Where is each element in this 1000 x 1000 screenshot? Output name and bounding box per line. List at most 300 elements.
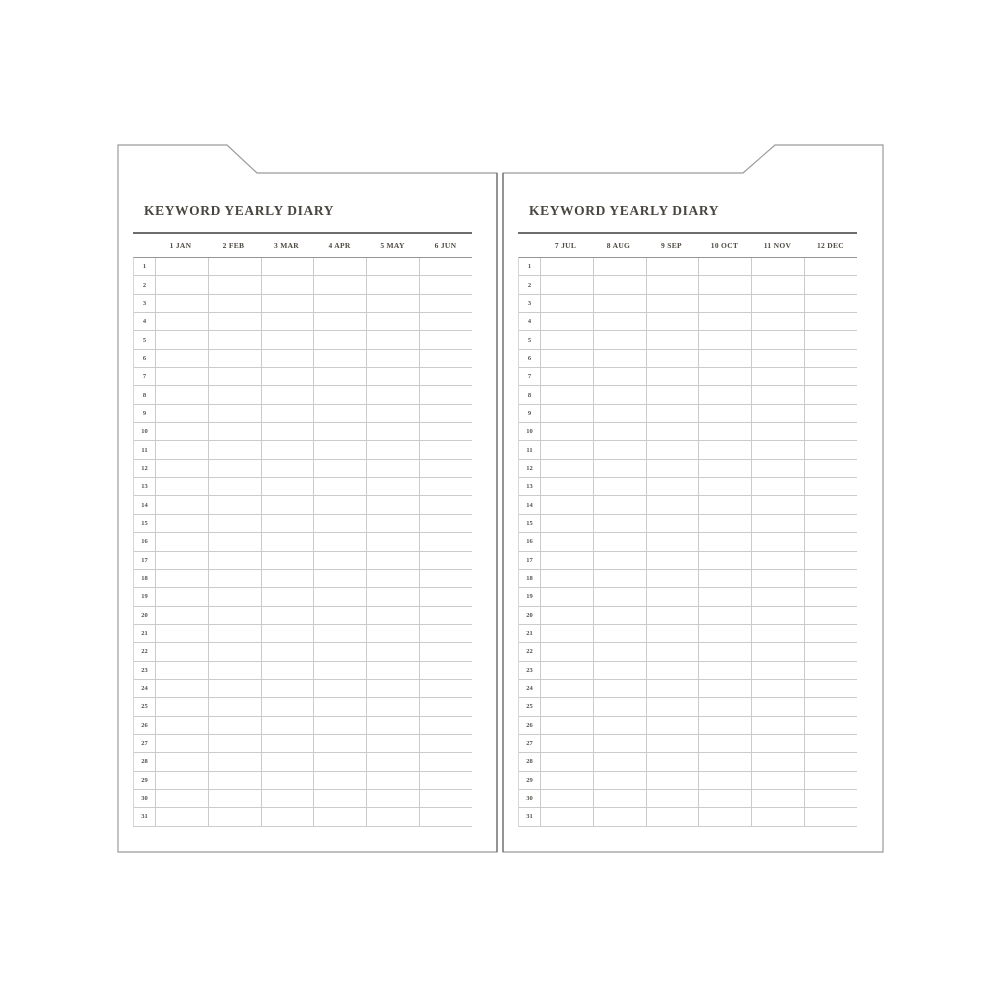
month-header: 9 SEP [661, 241, 682, 250]
day-number: 18 [519, 570, 540, 588]
diary-cell [261, 441, 314, 459]
day-number: 8 [134, 386, 155, 404]
diary-cell [261, 735, 314, 753]
diary-cell [646, 643, 699, 661]
diary-cell [646, 808, 699, 826]
diary-cell [751, 350, 804, 368]
day-number: 26 [519, 717, 540, 735]
diary-cell [419, 423, 472, 441]
diary-cell [155, 350, 208, 368]
day-number: 13 [519, 478, 540, 496]
diary-cell [261, 496, 314, 514]
diary-cell [366, 386, 419, 404]
diary-cell [804, 588, 857, 606]
diary-cell [313, 680, 366, 698]
diary-cell [208, 478, 261, 496]
diary-cell [313, 460, 366, 478]
diary-cell [540, 698, 593, 716]
diary-cell [593, 478, 646, 496]
month-header: 3 MAR [273, 241, 300, 250]
diary-cell [593, 368, 646, 386]
diary-cell [593, 735, 646, 753]
diary-cell [366, 625, 419, 643]
diary-cell [419, 331, 472, 349]
diary-cell [751, 662, 804, 680]
diary-cell [261, 386, 314, 404]
diary-cell [698, 386, 751, 404]
diary-cell [593, 643, 646, 661]
diary-cell [419, 496, 472, 514]
diary-cell [366, 588, 419, 606]
day-number: 31 [134, 808, 155, 826]
diary-cell [698, 533, 751, 551]
diary-cell [208, 368, 261, 386]
diary-cell [593, 460, 646, 478]
day-number: 22 [519, 643, 540, 661]
diary-cell [419, 313, 472, 331]
diary-cell [155, 368, 208, 386]
diary-cell [804, 368, 857, 386]
diary-cell [313, 570, 366, 588]
diary-cell [698, 350, 751, 368]
diary-cell [593, 552, 646, 570]
diary-cell [261, 533, 314, 551]
diary-cell [646, 588, 699, 606]
day-number: 28 [134, 753, 155, 771]
diary-cell [751, 313, 804, 331]
diary-cell [540, 350, 593, 368]
day-number: 20 [519, 607, 540, 625]
diary-cell [419, 405, 472, 423]
diary-cell [313, 662, 366, 680]
diary-cell [155, 478, 208, 496]
diary-cell [155, 496, 208, 514]
diary-cell [261, 790, 314, 808]
diary-cell [593, 331, 646, 349]
month-header: 8 AUG [606, 241, 631, 250]
day-number: 17 [134, 552, 155, 570]
diary-cell [313, 478, 366, 496]
diary-cell [698, 753, 751, 771]
diary-cell [313, 368, 366, 386]
diary-cell [751, 386, 804, 404]
diary-cell [155, 386, 208, 404]
day-number: 15 [134, 515, 155, 533]
diary-cell [366, 790, 419, 808]
diary-cell [261, 753, 314, 771]
diary-cell [698, 478, 751, 496]
diary-cell [593, 698, 646, 716]
day-number: 25 [519, 698, 540, 716]
diary-cell [540, 460, 593, 478]
day-number: 23 [134, 662, 155, 680]
diary-cell [751, 698, 804, 716]
diary-cell [540, 295, 593, 313]
diary-cell [261, 717, 314, 735]
diary-cell [313, 607, 366, 625]
diary-cell [646, 478, 699, 496]
diary-cell [313, 643, 366, 661]
day-number: 6 [519, 350, 540, 368]
day-number: 4 [134, 313, 155, 331]
diary-cell [646, 515, 699, 533]
diary-cell [751, 423, 804, 441]
diary-cell [646, 735, 699, 753]
diary-cell [646, 460, 699, 478]
diary-cell [646, 258, 699, 276]
diary-cell [751, 496, 804, 514]
diary-cell [540, 735, 593, 753]
month-header: 1 JAN [169, 241, 192, 250]
diary-cell [751, 607, 804, 625]
diary-cell [313, 515, 366, 533]
right-year-grid [518, 257, 857, 827]
diary-cell [261, 515, 314, 533]
day-number: 23 [519, 662, 540, 680]
diary-cell [208, 515, 261, 533]
month-header: 5 MAY [380, 241, 405, 250]
diary-cell [155, 643, 208, 661]
diary-cell [804, 625, 857, 643]
diary-cell [419, 276, 472, 294]
diary-cell [540, 533, 593, 551]
diary-cell [366, 607, 419, 625]
day-number: 16 [134, 533, 155, 551]
diary-cell [155, 717, 208, 735]
diary-cell [208, 662, 261, 680]
diary-cell [208, 790, 261, 808]
diary-cell [804, 717, 857, 735]
diary-cell [155, 808, 208, 826]
month-header: 12 DEC [816, 241, 844, 250]
diary-cell [804, 790, 857, 808]
diary-cell [419, 808, 472, 826]
diary-cell [419, 533, 472, 551]
diary-cell [208, 386, 261, 404]
day-number: 5 [519, 331, 540, 349]
diary-cell [646, 295, 699, 313]
diary-cell [698, 276, 751, 294]
diary-cell [313, 295, 366, 313]
day-number: 20 [134, 607, 155, 625]
diary-cell [540, 625, 593, 643]
diary-cell [751, 331, 804, 349]
diary-cell [261, 570, 314, 588]
diary-cell [366, 460, 419, 478]
diary-cell [698, 607, 751, 625]
diary-cell [419, 295, 472, 313]
diary-cell [751, 533, 804, 551]
diary-cell [208, 643, 261, 661]
day-number: 2 [134, 276, 155, 294]
diary-cell [313, 753, 366, 771]
diary-cell [804, 808, 857, 826]
diary-cell [261, 368, 314, 386]
diary-cell [698, 662, 751, 680]
diary-cell [593, 386, 646, 404]
diary-cell [698, 258, 751, 276]
diary-cell [751, 588, 804, 606]
diary-cell [646, 680, 699, 698]
diary-cell [646, 698, 699, 716]
diary-cell [208, 717, 261, 735]
diary-cell [646, 662, 699, 680]
diary-cell [155, 515, 208, 533]
diary-cell [804, 772, 857, 790]
diary-cell [366, 478, 419, 496]
diary-cell [366, 331, 419, 349]
diary-cell [751, 570, 804, 588]
diary-cell [751, 753, 804, 771]
diary-cell [593, 753, 646, 771]
diary-cell [593, 570, 646, 588]
diary-cell [155, 423, 208, 441]
day-number: 3 [134, 295, 155, 313]
diary-cell [366, 368, 419, 386]
diary-cell [208, 680, 261, 698]
diary-cell [208, 460, 261, 478]
left-year-grid [133, 257, 472, 827]
day-number: 27 [134, 735, 155, 753]
day-number: 9 [134, 405, 155, 423]
diary-cell [261, 350, 314, 368]
diary-cell [208, 625, 261, 643]
diary-cell [419, 588, 472, 606]
day-number: 1 [134, 258, 155, 276]
left-page-title: KEYWORD YEARLY DIARY [144, 203, 335, 218]
diary-cell [593, 680, 646, 698]
day-number: 28 [519, 753, 540, 771]
diary-cell [751, 680, 804, 698]
diary-cell [593, 295, 646, 313]
diary-cell [155, 533, 208, 551]
diary-cell [698, 790, 751, 808]
diary-cell [804, 570, 857, 588]
diary-cell [366, 570, 419, 588]
diary-cell [540, 496, 593, 514]
diary-cell [646, 496, 699, 514]
diary-cell [208, 295, 261, 313]
diary-cell [313, 405, 366, 423]
diary-cell [155, 662, 208, 680]
diary-cell [540, 552, 593, 570]
left-month-header-row [133, 234, 472, 257]
diary-cell [313, 313, 366, 331]
diary-cell [751, 368, 804, 386]
diary-cell [804, 533, 857, 551]
diary-cell [698, 496, 751, 514]
day-number: 5 [134, 331, 155, 349]
diary-cell [155, 698, 208, 716]
diary-cell [419, 662, 472, 680]
diary-cell [751, 258, 804, 276]
diary-cell [155, 441, 208, 459]
diary-cell [419, 552, 472, 570]
diary-cell [698, 460, 751, 478]
diary-cell [366, 313, 419, 331]
diary-cell [698, 588, 751, 606]
diary-cell [208, 331, 261, 349]
diary-cell [155, 552, 208, 570]
diary-cell [155, 570, 208, 588]
day-number: 13 [134, 478, 155, 496]
diary-cell [419, 625, 472, 643]
day-number: 25 [134, 698, 155, 716]
diary-cell [155, 588, 208, 606]
day-number: 2 [519, 276, 540, 294]
day-number: 24 [134, 680, 155, 698]
diary-cell [540, 808, 593, 826]
day-number: 3 [519, 295, 540, 313]
diary-cell [804, 441, 857, 459]
diary-cell [261, 643, 314, 661]
diary-cell [155, 276, 208, 294]
diary-cell [646, 552, 699, 570]
diary-cell [646, 790, 699, 808]
diary-cell [208, 772, 261, 790]
diary-cell [751, 772, 804, 790]
day-number: 7 [134, 368, 155, 386]
diary-cell [313, 588, 366, 606]
diary-cell [540, 331, 593, 349]
day-number: 30 [134, 790, 155, 808]
diary-cell [419, 735, 472, 753]
diary-cell [540, 386, 593, 404]
month-header: 2 FEB [222, 241, 245, 250]
diary-cell [698, 772, 751, 790]
diary-cell [751, 808, 804, 826]
diary-cell [366, 295, 419, 313]
diary-cell [698, 570, 751, 588]
day-number: 11 [134, 441, 155, 459]
diary-cell [593, 625, 646, 643]
diary-cell [698, 423, 751, 441]
diary-cell [751, 552, 804, 570]
diary-cell [313, 423, 366, 441]
diary-cell [419, 570, 472, 588]
diary-cell [751, 478, 804, 496]
diary-cell [261, 588, 314, 606]
diary-cell [540, 276, 593, 294]
day-number: 8 [519, 386, 540, 404]
day-number: 12 [519, 460, 540, 478]
diary-cell [698, 680, 751, 698]
diary-cell [366, 533, 419, 551]
day-number: 16 [519, 533, 540, 551]
diary-cell [646, 772, 699, 790]
day-number: 12 [134, 460, 155, 478]
diary-cell [804, 735, 857, 753]
diary-cell [540, 643, 593, 661]
diary-cell [540, 313, 593, 331]
diary-cell [419, 717, 472, 735]
diary-cell [593, 808, 646, 826]
day-number: 21 [134, 625, 155, 643]
diary-cell [593, 313, 646, 331]
diary-cell [419, 607, 472, 625]
diary-cell [751, 625, 804, 643]
diary-cell [646, 313, 699, 331]
diary-cell [593, 717, 646, 735]
diary-cell [540, 405, 593, 423]
diary-cell [313, 350, 366, 368]
diary-cell [751, 441, 804, 459]
diary-cell [698, 735, 751, 753]
diary-cell [261, 423, 314, 441]
diary-cell [155, 753, 208, 771]
diary-cell [208, 698, 261, 716]
diary-cell [155, 735, 208, 753]
diary-cell [804, 460, 857, 478]
diary-cell [261, 680, 314, 698]
day-number: 27 [519, 735, 540, 753]
diary-cell [646, 331, 699, 349]
day-number: 10 [519, 423, 540, 441]
day-number: 14 [134, 496, 155, 514]
diary-cell [540, 570, 593, 588]
diary-cell [261, 295, 314, 313]
diary-cell [208, 588, 261, 606]
diary-cell [366, 276, 419, 294]
day-number: 29 [519, 772, 540, 790]
diary-cell [646, 368, 699, 386]
day-number: 7 [519, 368, 540, 386]
diary-cell [593, 441, 646, 459]
diary-cell [593, 276, 646, 294]
diary-cell [804, 423, 857, 441]
diary-cell [313, 386, 366, 404]
diary-cell [804, 607, 857, 625]
diary-cell [540, 772, 593, 790]
diary-cell [593, 423, 646, 441]
diary-cell [540, 753, 593, 771]
diary-cell [313, 496, 366, 514]
diary-cell [698, 717, 751, 735]
diary-cell [804, 313, 857, 331]
diary-cell [804, 680, 857, 698]
diary-cell [366, 643, 419, 661]
diary-cell [261, 552, 314, 570]
diary-cell [313, 276, 366, 294]
diary-cell [804, 478, 857, 496]
diary-cell [593, 588, 646, 606]
diary-cell [366, 441, 419, 459]
diary-cell [804, 258, 857, 276]
diary-cell [540, 662, 593, 680]
diary-cell [419, 753, 472, 771]
diary-cell [540, 515, 593, 533]
diary-cell [261, 460, 314, 478]
day-number: 1 [519, 258, 540, 276]
diary-cell [366, 423, 419, 441]
diary-cell [155, 405, 208, 423]
diary-cell [593, 772, 646, 790]
diary-cell [698, 552, 751, 570]
day-number: 19 [519, 588, 540, 606]
day-number: 18 [134, 570, 155, 588]
diary-cell [208, 808, 261, 826]
day-number: 29 [134, 772, 155, 790]
diary-cell [419, 698, 472, 716]
diary-cell [155, 313, 208, 331]
month-header: 10 OCT [710, 241, 739, 250]
diary-cell [751, 515, 804, 533]
diary-cell [540, 368, 593, 386]
diary-cell [646, 753, 699, 771]
diary-cell [208, 735, 261, 753]
diary-cell [261, 698, 314, 716]
diary-cell [155, 331, 208, 349]
